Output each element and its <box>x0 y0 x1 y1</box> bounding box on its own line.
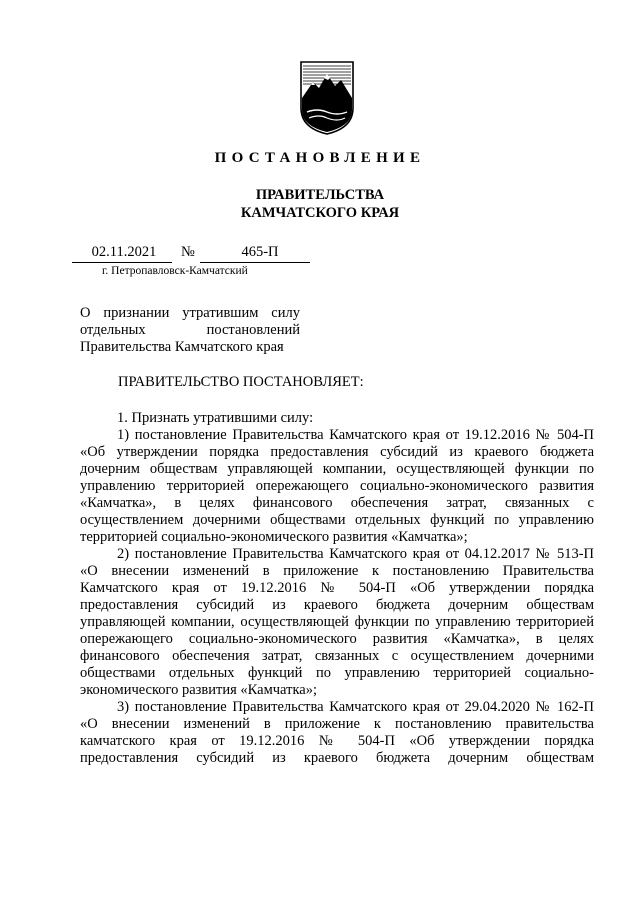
document-date: 02.11.2021 <box>91 244 157 260</box>
body-line: управлению территорией опережающего социально-экономического развития <box>80 478 594 494</box>
body-line: опережающего социально-экономического развития «Камчатка», в целях <box>80 631 594 647</box>
body-line: экономического развития «Камчатка»; <box>80 682 317 698</box>
city-name: г. Петропавловск-Камчатский <box>102 265 248 277</box>
body-line: камчатского края от 19.12.2016 № 504-П «Об утверждении порядка <box>80 733 594 749</box>
body-line: «Камчатка», в целях финансового обеспечения затрат, связанных с <box>80 495 594 511</box>
kamchatka-emblem-icon <box>297 60 357 136</box>
body-line: предоставления субсидий из краевого бюджета дочерним обществам <box>80 750 594 766</box>
body-line: «Об утверждении порядка предоставления субсидий из краевого бюджета <box>80 444 594 460</box>
document-type-title: ПОСТАНОВЛЕНИЕ <box>214 150 426 166</box>
subject-line: Правительства Камчатского края <box>80 339 284 355</box>
subject-line: О признании утратившим силу <box>80 305 300 321</box>
body-line: обществами отдельных функций по управлению территорией социально- <box>80 665 594 681</box>
authority-line-1: ПРАВИТЕЛЬСТВА <box>255 187 385 203</box>
authority-line-2: КАМЧАТСКОГО КРАЯ <box>240 205 400 221</box>
number-sign: № <box>181 244 195 260</box>
body-line: 1. Признать утратившими силу: <box>117 410 314 426</box>
body-line: дочерним обществам управляющей компании, осуществляющей функции по <box>80 461 594 477</box>
body-line: «О внесении изменений в приложение к постановлению Правительства <box>80 563 594 579</box>
date-underline <box>72 262 172 263</box>
decree-statement: ПРАВИТЕЛЬСТВО ПОСТАНОВЛЯЕТ: <box>118 374 364 390</box>
document-body <box>80 410 594 767</box>
body-line: территорией социально-экономического развития «Камчатка»; <box>80 529 468 545</box>
body-line: финансового обеспечения затрат, связанных с осуществлением дочерними <box>80 648 594 664</box>
body-line: 2) постановление Правительства Камчатского края от 04.12.2017 № 513-П <box>117 546 594 562</box>
number-underline <box>200 262 310 263</box>
body-line: Камчатского края от 19.12.2016 № 504-П «Об утверждении порядка <box>80 580 594 596</box>
body-line: осуществлением дочерними обществами отдельных функций по управлению <box>80 512 594 528</box>
subject-line: отдельных постановлений <box>80 322 300 338</box>
body-line: 1) постановление Правительства Камчатского края от 19.12.2016 № 504-П <box>117 427 594 443</box>
body-line: «О внесении изменений в приложение к постановлению правительства <box>80 716 594 732</box>
document-subject <box>80 305 300 356</box>
body-line: предоставления субсидий из краевого бюджета дочерним обществам <box>80 597 594 613</box>
body-line: управляющей компании, осуществляющей функции по управлению территорией <box>80 614 594 630</box>
document-number: 465-П <box>241 244 279 260</box>
body-line: 3) постановление Правительства Камчатского края от 29.04.2020 № 162-П <box>117 699 594 715</box>
